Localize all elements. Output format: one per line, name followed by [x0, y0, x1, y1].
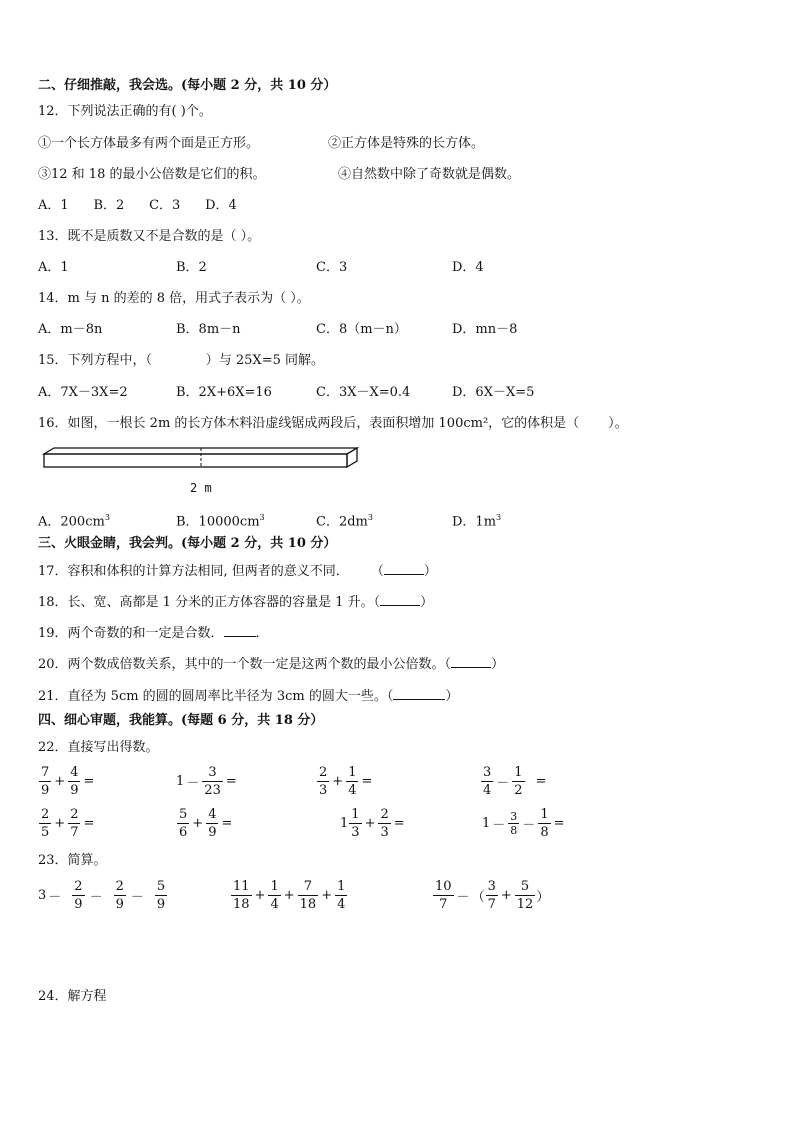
q14-option-b: B．8m－n: [176, 322, 241, 337]
section-4-title: 四、细心审题，我能算。(每题 6 分，共 18 分）: [38, 713, 324, 728]
q15-option-b: B．2X+6X=16: [176, 385, 272, 400]
q22-expr-2: 1 － $\frac{3}{23}$ =: [176, 765, 237, 798]
plank-length-label: 2 m: [190, 481, 212, 495]
q14-option-a: A．m－8n: [38, 322, 103, 337]
q17-answer-blank[interactable]: [384, 562, 424, 575]
q23-expr-2: $\frac{11}{18}$ + $\frac{1}{4}$ + $\frac{7}{18}$ + $\frac{1}{4}$: [233, 879, 346, 912]
q20-answer-blank[interactable]: [451, 655, 491, 668]
q16-option-d: D．$1m^3$: [452, 513, 502, 530]
q13-option-d: D．4: [452, 260, 484, 275]
q16-option-b: B．$10000cm^3$: [176, 513, 265, 530]
q19: 19．两个奇数的和一定是合数． ．: [38, 626, 269, 641]
q14-option-d: D．mn－8: [452, 322, 518, 337]
q22-stem: 22．直接写出得数。: [38, 740, 159, 755]
q18-answer-blank[interactable]: [380, 593, 420, 606]
q22-expr-7: 1 $\frac{1}{3}$ + $\frac{2}{3}$ =: [340, 807, 405, 840]
q12-options: A．1 B．2 C．3 D．4: [38, 198, 237, 213]
q22-expr-4: $\frac{3}{4}$ － $\frac{1}{2}$ =: [483, 765, 547, 798]
q22-expr-5: $\frac{2}{5}$ + $\frac{2}{7}$ =: [41, 807, 95, 840]
q15-option-c: C．3X－X=0.4: [316, 385, 411, 400]
q15-option-d: D．6X－X=5: [452, 385, 535, 400]
wood-plank-figure: [40, 444, 362, 474]
q16-option-a: A．$200cm^3$: [38, 513, 110, 530]
section-3-title: 三、火眼金睛，我会判。(每小题 2 分，共 10 分）: [38, 536, 337, 551]
q14-option-c: C．8（m－n）: [316, 322, 407, 337]
q13-option-c: C．3: [316, 260, 348, 275]
section-2-title: 二、仔细推敲，我会选。(每小题 2 分，共 10 分）: [38, 78, 337, 93]
q19-answer-blank[interactable]: [224, 624, 256, 637]
q23-stem: 23．简算。: [38, 853, 107, 868]
q23-expr-1: 3 － $\frac{2}{9}$ － $\frac{2}{9}$ － $\frac{5}{9}$: [38, 879, 166, 912]
q12-statement-4: ④自然数中除了奇数就是偶数。: [338, 167, 521, 182]
q17: 17．容积和体积的计算方法相同, 但两者的意义不同． （ ）: [38, 564, 437, 579]
q22-expr-8: 1 － $\frac{3}{8}$ － $\frac{1}{8}$ =: [482, 807, 565, 840]
q16-stem: 16．如图，一根长 2m 的长方体木料沿虚线锯成两段后，表面积增加 100cm²，它的体积是（ ）。: [38, 416, 628, 431]
q22-expr-6: $\frac{5}{6}$ + $\frac{4}{9}$ =: [179, 807, 233, 840]
q12-statement-1: ①一个长方体最多有两个面是正方形。: [38, 136, 260, 151]
q24-stem: 24．解方程: [38, 989, 107, 1004]
q20: 20．两个数成倍数关系，其中的一个数一定是这两个数的最小公倍数。（ ）: [38, 657, 505, 672]
q13-option-b: B．2: [176, 260, 207, 275]
q18: 18．长、宽、高都是 1 分米的正方体容器的容量是 1 升。（ ）: [38, 595, 434, 610]
q12-statement-2: ②正方体是特殊的长方体。: [328, 136, 485, 151]
q22-expr-3: $\frac{2}{3}$ + $\frac{1}{4}$ =: [319, 765, 373, 798]
q12-stem: 12．下列说法正确的有( )个。: [38, 104, 212, 119]
q16-option-c: C．$2dm^3$: [316, 513, 373, 530]
q13-option-a: A．1: [38, 260, 69, 275]
q12-statement-3: ③12 和 18 的最小公倍数是它们的积。: [38, 167, 266, 182]
q21: 21．直径为 5cm 的圆的圆周率比半径为 3cm 的圆大一些。（ ）: [38, 689, 459, 704]
q22-expr-1: $\frac{7}{9}$ + $\frac{4}{9}$ =: [41, 765, 95, 798]
q21-answer-blank[interactable]: [393, 687, 445, 700]
q23-expr-3: $\frac{10}{7}$ － （ $\frac{3}{7}$ + $\frac{5}{12}$ ）: [435, 879, 550, 912]
q13-stem: 13．既不是质数又不是合数的是（ ）。: [38, 229, 261, 244]
q15-option-a: A．7X－3X=2: [38, 385, 128, 400]
q14-stem: 14．m 与 n 的差的 8 倍，用式子表示为（ ）。: [38, 291, 310, 306]
q15-stem: 15．下列方程中，（ ）与 25X=5 同解。: [38, 353, 324, 368]
